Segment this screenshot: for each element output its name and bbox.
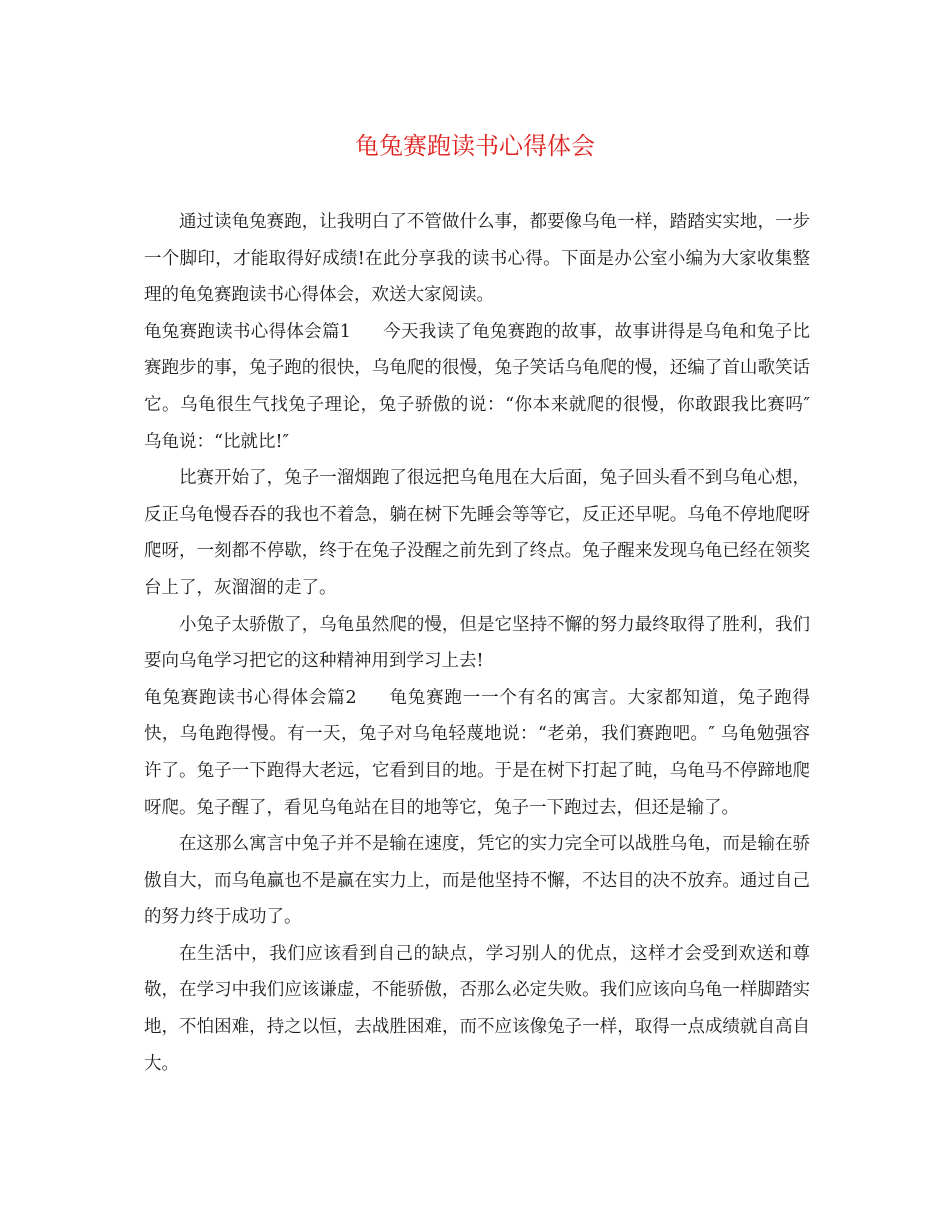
article-1-paragraph-2: 比赛开始了，兔子一溜烟跑了很远把乌龟甩在大后面，兔子回头看不到乌龟心想，反正乌龟慢吞吞的我也不着急，躺在树下先睡会等等它，反正还早呢。乌龟不停地爬呀爬呀，一刻都不停歇，终于在兔子没醒之前先到了终点。兔子醒来发现乌龟已经在领奖台上了，灰溜溜的走了。 (144, 468, 810, 598)
intro-paragraph: 通过读龟兔赛跑，让我明白了不管做什么事，都要像乌龟一样，踏踏实实地，一步一个脚印，才能取得好成绩!在此分享我的读书心得。下面是办公室小编为大家收集整理的龟兔赛跑读书心得体会，欢送大家阅读。 (144, 212, 810, 306)
article-1-first-text: 今天我读了龟兔赛跑的故事，故事讲得是乌龟和兔子比赛跑步的事，兔子跑的很快，乌龟爬的很慢，兔子笑话乌龟爬的慢，还编了首山歌笑话它。乌龟很生气找兔子理论，兔子骄傲的说：“你本来就爬的很慢，你敢跟我比赛吗″ 乌龟说：“比就比!″ (144, 321, 810, 452)
article-1-first-paragraph (144, 314, 810, 460)
article-1-paragraph-3: 小兔子太骄傲了，乌龟虽然爬的慢，但是它坚持不懈的努力最终取得了胜利，我们要向乌龟学习把它的这种精神用到学习上去! (144, 614, 810, 672)
article-2-first-text: 龟兔赛跑一一个有名的寓言。大家都知道，兔子跑得快，乌龟跑得慢。有一天，兔子对乌龟轻蔑地说：“老弟，我们赛跑吧。″ 乌龟勉强容许了。兔子一下跑得大老远，它看到目的地。于是在树下打起了盹，乌龟马不停蹄地爬呀爬。兔子醒了，看见乌龟站在目的地等它，兔子一下跑过去，但还是输了。 (144, 687, 811, 818)
document-title: 龟兔赛跑读书心得体会 (355, 132, 595, 160)
article-2-paragraph-2: 在这那么寓言中兔子并不是输在速度，凭它的实力完全可以战胜乌龟，而是输在骄傲自大，而乌龟赢也不是赢在实力上，而是他坚持不懈，不达目的决不放弃。通过自己的努力终于成功了。 (144, 834, 810, 928)
article-2-paragraph-3: 在生活中，我们应该看到自己的缺点，学习别人的优点，这样才会受到欢送和尊敬，在学习中我们应该谦虚，不能骄傲，否那么必定失败。我们应该向乌龟一样脚踏实地，不怕困难，持之以恒，去战胜困难，而不应该像兔子一样，取得一点成绩就自高自大。 (144, 943, 810, 1074)
article-2-heading: 龟兔赛跑读书心得体会篇2 (144, 687, 357, 708)
document-body (144, 204, 810, 1082)
article-2-first-paragraph (144, 680, 810, 826)
article-1-heading: 龟兔赛跑读书心得体会篇1 (144, 321, 351, 342)
